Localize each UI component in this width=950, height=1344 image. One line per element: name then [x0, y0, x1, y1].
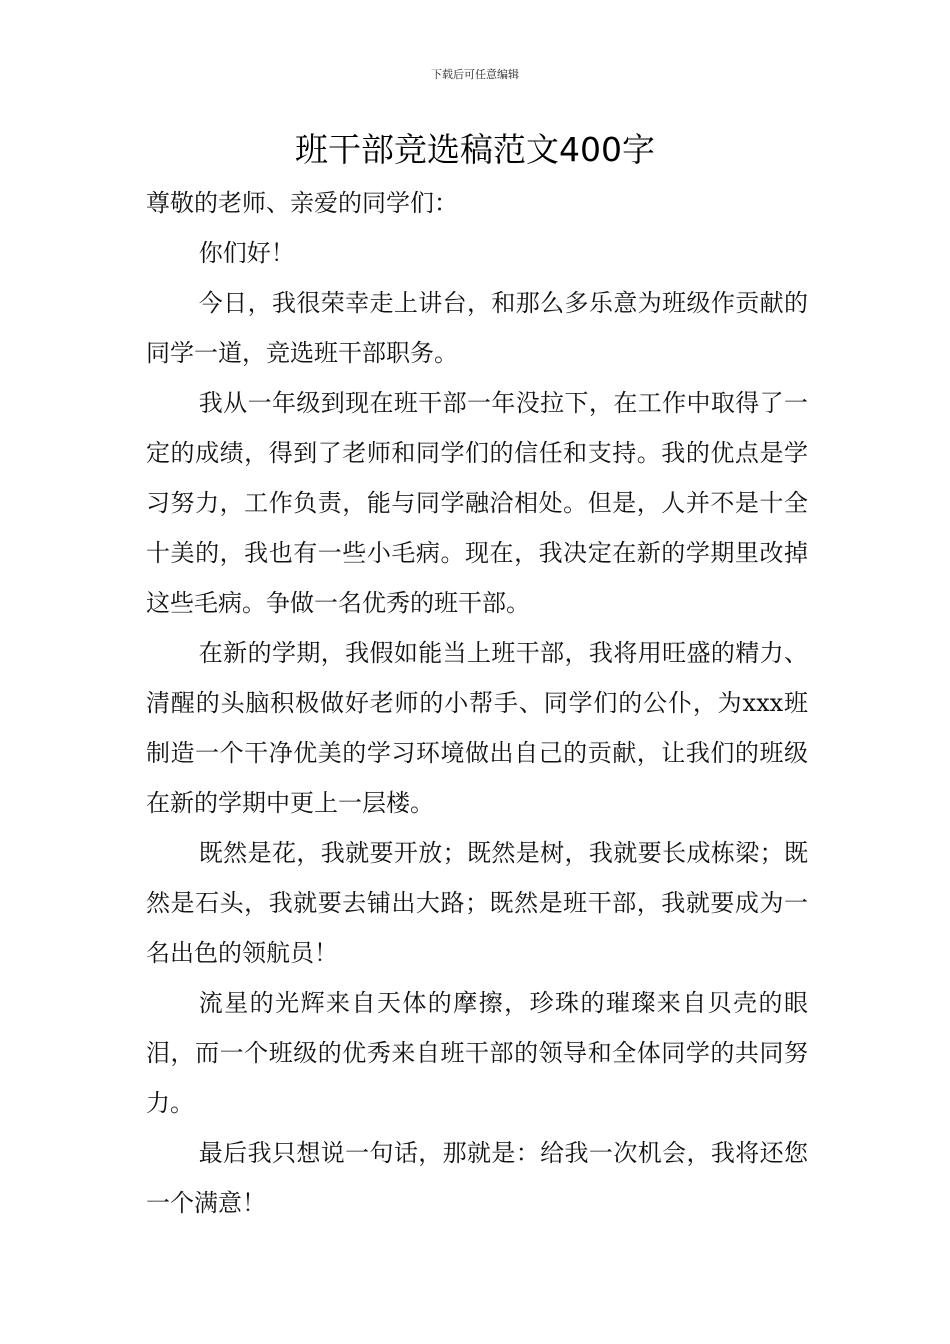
paragraph: 我从一年级到现在班干部一年没拉下，在工作中取得了一定的成绩，得到了老师和同学们的信任和支持。我的优点是学习努力，工作负责，能与同学融洽相处。但是，人并不是十全十美的，我也有一些小毛病。现在，我决定在新的学期里改掉这些毛病。争做一名优秀的班干部。	[146, 389, 808, 617]
paragraph: 既然是花，我就要开放；既然是树，我就要长成栋梁；既然是石头，我就要去铺出大路；既然是班干部，我就要成为一名出色的领航员！	[146, 839, 808, 967]
document-title: 班干部竞选稿范文400字	[295, 130, 655, 169]
paragraph: 最后我只想说一句话，那就是：给我一次机会，我将还您一个满意！	[146, 1139, 808, 1217]
greeting: 你们好！	[198, 239, 295, 267]
paragraph: 流星的光辉来自天体的摩擦，珍珠的璀璨来自贝壳的眼泪，而一个班级的优秀来自班干部的领导和全体同学的共同努力。	[146, 989, 808, 1117]
document-body	[146, 178, 808, 1228]
header-note: 下载后可任意编辑	[431, 68, 519, 81]
salutation: 尊敬的老师、亲爱的同学们：	[146, 189, 458, 217]
paragraph: 在新的学期，我假如能当上班干部，我将用旺盛的精力、清醒的头脑积极做好老师的小帮手、同学们的公仆，为xxx班制造一个干净优美的学习环境做出自己的贡献，让我们的班级在新的学期中更上一层楼。	[146, 639, 808, 817]
paragraph: 今日，我很荣幸走上讲台，和那么多乐意为班级作贡献的同学一道，竞选班干部职务。	[146, 289, 808, 367]
